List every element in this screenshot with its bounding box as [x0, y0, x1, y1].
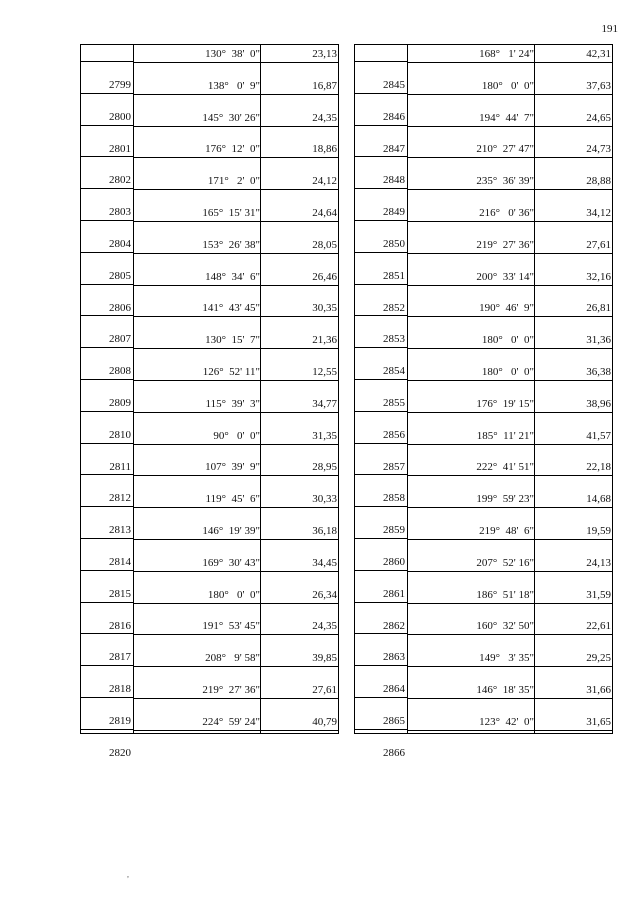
distance-value: 36,18 [312, 525, 337, 537]
point-id: 2863 [383, 651, 405, 664]
point-id: 2817 [109, 651, 131, 664]
value-row-rule [407, 157, 612, 158]
point-id: 2860 [383, 556, 405, 568]
angle-value: 160° 32' 50" [476, 620, 534, 633]
angle-value: 180° 0' 0" [481, 366, 534, 378]
id-row-rule [355, 443, 407, 444]
distance-value: 26,46 [312, 270, 337, 283]
id-row-rule [81, 252, 133, 253]
angle-value: 138° 0' 9" [207, 79, 260, 92]
value-row-rule [133, 285, 338, 286]
point-id: 2807 [109, 333, 131, 346]
point-id: 2846 [383, 110, 405, 123]
distance-value: 34,12 [586, 207, 611, 219]
value-row-rule [407, 253, 612, 254]
value-row-rule [133, 62, 338, 63]
angle-value: 199° 59' 23" [476, 493, 534, 506]
value-row-rule [407, 603, 612, 604]
angle-value: 180° 0' 0" [207, 588, 260, 601]
distance-value: 24,65 [586, 111, 611, 124]
id-row-rule [355, 252, 407, 253]
distance-value: 29,25 [586, 652, 611, 665]
value-row-rule [407, 348, 612, 349]
stray-mark: , [127, 870, 129, 879]
value-row-rule [133, 412, 338, 413]
id-row-rule [355, 347, 407, 348]
distance-value: 34,77 [312, 397, 337, 410]
angle-value: 141° 43' 45" [202, 302, 260, 315]
distance-value: 19,59 [586, 525, 611, 537]
point-id: 2809 [109, 397, 131, 409]
point-id: 2800 [109, 110, 131, 123]
angle-value: 148° 34' 6" [205, 270, 260, 283]
point-id: 2853 [383, 333, 405, 346]
distance-value: 14,68 [586, 493, 611, 506]
id-row-rule [355, 61, 407, 62]
id-row-rule [355, 474, 407, 475]
angle-value: 130° 38' 0" [205, 48, 260, 60]
point-id: 2820 [109, 746, 131, 759]
angle-value: 130° 15' 7" [205, 334, 260, 347]
point-id: 2815 [109, 587, 131, 600]
distance-value: 16,87 [312, 79, 337, 92]
id-row-rule [81, 538, 133, 539]
id-row-rule [81, 284, 133, 285]
angle-value: 126° 52' 11" [202, 366, 260, 378]
id-row-rule [355, 602, 407, 603]
angle-value: 186° 51' 18" [476, 588, 534, 601]
point-id: 2847 [383, 142, 405, 155]
angle-value: 90° 0' 0" [213, 429, 260, 442]
id-row-rule [81, 665, 133, 666]
value-row-rule [407, 316, 612, 317]
value-row-rule [133, 380, 338, 381]
point-id: 2806 [109, 301, 131, 314]
point-id: 2858 [383, 492, 405, 505]
point-id: 2814 [109, 556, 131, 568]
point-id: 2850 [383, 238, 405, 250]
distance-value: 28,05 [312, 238, 337, 251]
id-row-rule [355, 697, 407, 698]
distance-value: 38,96 [586, 397, 611, 410]
distance-value: 37,63 [586, 79, 611, 92]
point-id: 2861 [383, 587, 405, 600]
point-id: 2802 [109, 174, 131, 187]
left-coordinate-table [80, 44, 339, 759]
angle-value: 180° 0' 0" [481, 79, 534, 92]
distance-value: 31,59 [586, 588, 611, 601]
value-row-rule [407, 62, 612, 63]
distance-value: 27,61 [312, 684, 337, 696]
angle-value: 149° 3' 35" [479, 652, 534, 665]
value-row-rule [407, 475, 612, 476]
id-row-rule [355, 538, 407, 539]
point-id: 2799 [109, 79, 131, 91]
angle-value: 222° 41' 51" [476, 461, 534, 474]
value-row-rule [407, 412, 612, 413]
distance-value: 18,86 [312, 143, 337, 156]
distance-value: 28,88 [586, 175, 611, 188]
right-coordinate-table [354, 44, 613, 759]
point-id: 2819 [109, 715, 131, 727]
page-number: 191 [601, 23, 618, 35]
value-row-rule [133, 507, 338, 508]
point-id: 2851 [383, 269, 405, 282]
distance-value: 31,36 [586, 334, 611, 347]
angle-value: 180° 0' 0" [481, 334, 534, 347]
value-row-rule [407, 126, 612, 127]
id-row-rule [355, 665, 407, 666]
value-row-rule [133, 253, 338, 254]
angle-value: 207° 52' 16" [476, 556, 534, 569]
distance-value: 31,66 [586, 684, 611, 696]
point-id: 2813 [109, 524, 131, 537]
value-row-rule [407, 698, 612, 699]
distance-value: 31,35 [312, 429, 337, 442]
angle-value: 219° 48' 6" [479, 525, 534, 537]
id-row-rule [81, 411, 133, 412]
angle-value: 119° 45' 6" [205, 493, 260, 506]
angle-value: 146° 18' 35" [476, 684, 534, 696]
angle-value: 169° 30' 43" [202, 556, 260, 569]
distance-value: 30,35 [312, 302, 337, 315]
point-id: 2865 [383, 715, 405, 727]
id-row-rule [355, 188, 407, 189]
id-row-rule [81, 602, 133, 603]
angle-value: 185° 11' 21" [476, 429, 534, 442]
id-row-rule [81, 125, 133, 126]
value-row-rule [133, 348, 338, 349]
id-row-rule [355, 315, 407, 316]
point-id: 2852 [383, 301, 405, 314]
angle-value: 200° 33' 14" [476, 270, 534, 283]
point-id: 2848 [383, 174, 405, 187]
point-id: 2856 [383, 428, 405, 441]
id-row-rule [81, 156, 133, 157]
point-id: 2808 [109, 365, 131, 378]
value-row-rule [133, 126, 338, 127]
id-row-rule [355, 506, 407, 507]
id-row-rule [355, 729, 407, 730]
distance-value: 23,13 [312, 48, 337, 60]
value-row-rule [133, 94, 338, 95]
value-row-rule [407, 634, 612, 635]
point-id: 2862 [383, 619, 405, 632]
value-row-rule [407, 189, 612, 190]
value-row-rule [133, 475, 338, 476]
id-row-rule [355, 220, 407, 221]
id-row-rule [355, 570, 407, 571]
point-id: 2845 [383, 79, 405, 91]
value-row-rule [133, 444, 338, 445]
id-row-rule [81, 93, 133, 94]
point-id: 2859 [383, 524, 405, 537]
id-row-rule [81, 474, 133, 475]
angle-value: 146° 19' 39" [202, 525, 260, 537]
point-id: 2849 [383, 206, 405, 219]
value-row-rule [407, 666, 612, 667]
angle-value: 208° 9' 58" [205, 652, 260, 665]
value-row-rule [407, 444, 612, 445]
value-row-rule [133, 571, 338, 572]
point-id: 2801 [109, 142, 131, 155]
angle-value: 145° 30' 26" [202, 111, 260, 124]
distance-value: 34,45 [312, 556, 337, 569]
distance-value: 24,35 [312, 111, 337, 124]
angle-value: 190° 46' 9" [479, 302, 534, 315]
point-id: 2866 [383, 746, 405, 759]
angle-value: 194° 44' 7" [479, 111, 534, 124]
id-row-rule [355, 93, 407, 94]
distance-value: 31,65 [586, 715, 611, 728]
distance-value: 39,85 [312, 652, 337, 665]
id-row-rule [81, 188, 133, 189]
angle-value: 165° 15' 31" [202, 207, 260, 219]
angle-value: 171° 2' 0" [207, 175, 260, 188]
distance-value: 24,35 [312, 620, 337, 633]
value-row-rule [407, 539, 612, 540]
value-row-rule [407, 730, 612, 731]
angle-value: 115° 39' 3" [205, 397, 260, 410]
value-row-rule [133, 730, 338, 731]
value-row-rule [133, 666, 338, 667]
distance-value: 24,64 [312, 207, 337, 219]
distance-value: 32,16 [586, 270, 611, 283]
angle-value: 219° 27' 36" [202, 684, 260, 696]
id-row-rule [355, 633, 407, 634]
distance-value: 36,38 [586, 366, 611, 378]
id-row-rule [81, 61, 133, 62]
value-row-rule [133, 603, 338, 604]
distance-value: 22,18 [586, 461, 611, 474]
distance-value: 28,95 [312, 461, 337, 474]
point-id: 2818 [109, 683, 131, 696]
angle-value: 235° 36' 39" [476, 175, 534, 188]
value-row-rule [133, 316, 338, 317]
id-row-rule [355, 411, 407, 412]
id-row-rule [355, 379, 407, 380]
angle-value: 216° 0' 36" [479, 207, 534, 219]
value-row-rule [407, 507, 612, 508]
value-row-rule [133, 634, 338, 635]
distance-value: 21,36 [312, 334, 337, 347]
value-row-rule [407, 221, 612, 222]
value-row-rule [407, 94, 612, 95]
value-row-rule [133, 157, 338, 158]
id-row-rule [355, 156, 407, 157]
angle-value: 176° 12' 0" [205, 143, 260, 156]
angle-value: 219° 27' 36" [476, 238, 534, 251]
id-row-rule [81, 379, 133, 380]
point-id: 2805 [109, 269, 131, 282]
point-id: 2816 [109, 619, 131, 632]
id-row-rule [81, 729, 133, 730]
value-row-rule [407, 285, 612, 286]
id-row-rule [355, 125, 407, 126]
id-row-rule [81, 633, 133, 634]
distance-value: 27,61 [586, 238, 611, 251]
id-row-rule [81, 220, 133, 221]
point-id: 2812 [109, 492, 131, 505]
value-row-rule [133, 189, 338, 190]
angle-value: 123° 42' 0" [479, 715, 534, 728]
point-id: 2803 [109, 206, 131, 219]
point-id: 2811 [109, 460, 131, 473]
angle-value: 153° 26' 38" [202, 238, 260, 251]
point-id: 2854 [383, 365, 405, 378]
distance-value: 24,13 [586, 556, 611, 569]
distance-value: 26,81 [586, 302, 611, 315]
id-row-rule [81, 697, 133, 698]
id-row-rule [81, 506, 133, 507]
distance-value: 26,34 [312, 588, 337, 601]
angle-value: 210° 27' 47" [476, 143, 534, 156]
id-row-rule [81, 315, 133, 316]
angle-value: 168° 1' 24" [479, 48, 534, 60]
angle-value: 176° 19' 15" [476, 397, 534, 410]
value-row-rule [133, 539, 338, 540]
distance-value: 24,73 [586, 143, 611, 156]
id-row-rule [81, 570, 133, 571]
angle-value: 224° 59' 24" [202, 715, 260, 728]
value-row-rule [407, 571, 612, 572]
distance-value: 12,55 [312, 366, 337, 378]
distance-value: 24,12 [312, 175, 337, 188]
distance-value: 40,79 [312, 715, 337, 728]
id-row-rule [81, 347, 133, 348]
point-id: 2864 [383, 683, 405, 696]
value-row-rule [133, 698, 338, 699]
id-row-rule [355, 284, 407, 285]
distance-value: 22,61 [586, 620, 611, 633]
value-row-rule [133, 221, 338, 222]
angle-value: 107° 39' 9" [205, 461, 260, 474]
point-id: 2804 [109, 238, 131, 250]
distance-value: 41,57 [586, 429, 611, 442]
point-id: 2857 [383, 460, 405, 473]
point-id: 2810 [109, 428, 131, 441]
angle-value: 191° 53' 45" [202, 620, 260, 633]
distance-value: 42,31 [586, 48, 611, 60]
value-row-rule [407, 380, 612, 381]
distance-value: 30,33 [312, 493, 337, 506]
point-id: 2855 [383, 397, 405, 409]
id-row-rule [81, 443, 133, 444]
